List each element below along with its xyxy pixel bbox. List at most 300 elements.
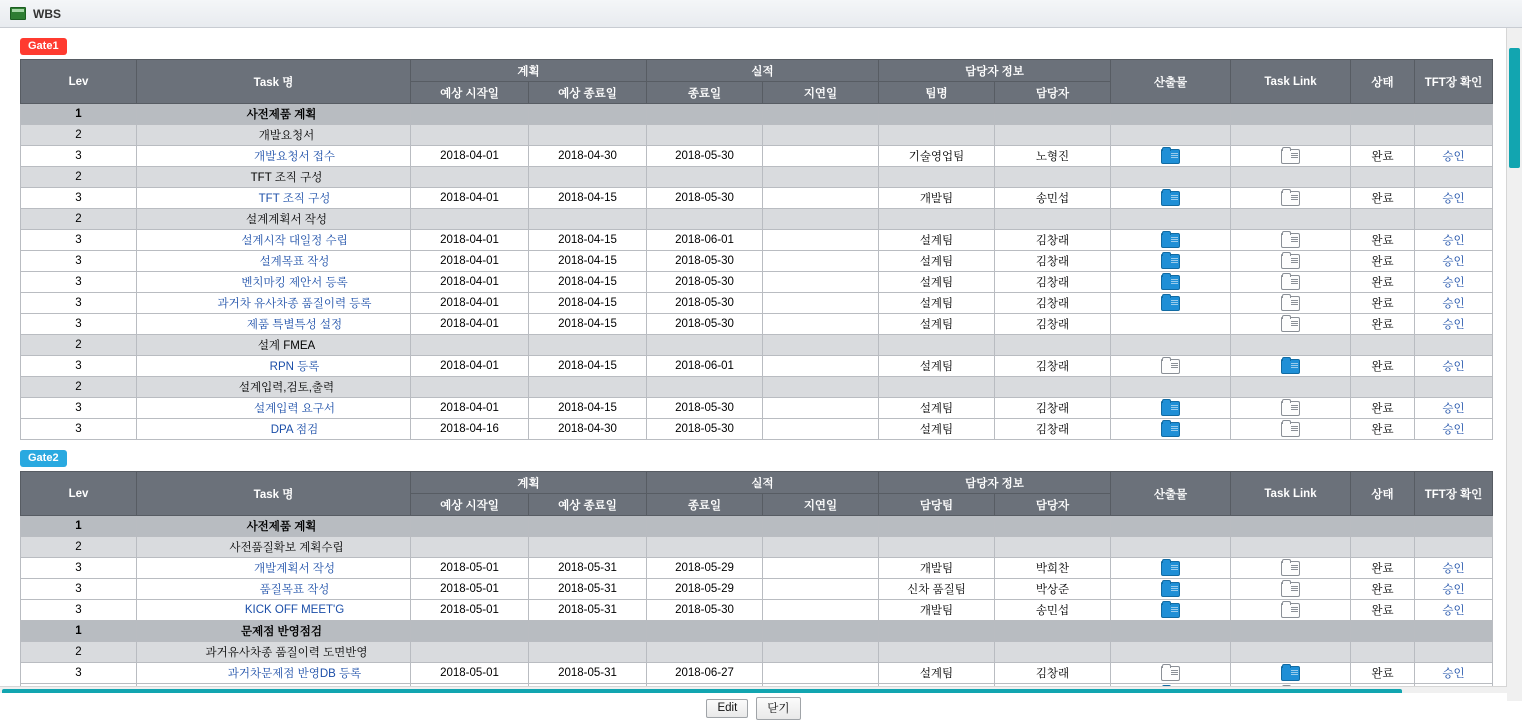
cell-plan-end: 2018-04-15 — [529, 293, 647, 314]
cell-task: 사전제품 계획 — [137, 104, 411, 125]
cell-status — [1351, 167, 1415, 188]
cell-plan-end: 2018-05-31 — [529, 600, 647, 621]
cell-task-link — [1231, 356, 1351, 377]
gate2-badge: Gate2 — [20, 450, 67, 467]
cell-plan-start — [411, 125, 529, 146]
cell-team — [879, 125, 995, 146]
col-lev: Lev — [21, 472, 137, 516]
cell-status — [1351, 642, 1415, 663]
cell-lev: 2 — [21, 537, 137, 558]
cell-plan-end — [529, 209, 647, 230]
cell-tft — [1415, 642, 1493, 663]
cell-lev: 3 — [21, 146, 137, 167]
task-link-folder-icon[interactable] — [1281, 666, 1300, 681]
output-folder-icon[interactable] — [1161, 191, 1180, 206]
task-link-folder-icon[interactable] — [1281, 149, 1300, 164]
cell-status — [1351, 209, 1415, 230]
cell-task — [137, 663, 411, 684]
task-link[interactable]: KICK OFF MEET'G — [244, 604, 345, 616]
output-folder-icon[interactable] — [1161, 422, 1180, 437]
table-row[interactable] — [21, 188, 1493, 209]
cell-actual-end — [647, 167, 763, 188]
table-row[interactable] — [21, 579, 1493, 600]
wbs-window-icon — [10, 7, 26, 20]
table-row[interactable] — [21, 146, 1493, 167]
cell-task: 사전제품 계획 — [137, 516, 411, 537]
cell-delay — [763, 146, 879, 167]
cell-plan-start: 2018-04-01 — [411, 398, 529, 419]
col-task: Task 명 — [137, 60, 411, 104]
cell-plan-start: 2018-04-16 — [411, 419, 529, 440]
task-link-folder-icon[interactable] — [1281, 254, 1300, 269]
table-row[interactable] — [21, 230, 1493, 251]
cell-actual-end: 2018-05-30 — [647, 251, 763, 272]
cell-team: 설계팀 — [879, 251, 995, 272]
cell-tft — [1415, 125, 1493, 146]
task-link-folder-icon[interactable] — [1281, 191, 1300, 206]
gate2-table-wrap — [0, 471, 1507, 701]
cell-lev: 3 — [21, 272, 137, 293]
cell-tft — [1415, 621, 1493, 642]
output-folder-icon[interactable] — [1161, 254, 1180, 269]
cell-delay — [763, 188, 879, 209]
cell-task-link — [1231, 188, 1351, 209]
tft-approve-link[interactable]: 승인 — [1442, 151, 1465, 163]
cell-delay — [763, 230, 879, 251]
cell-plan-start: 2018-04-01 — [411, 230, 529, 251]
cell-output — [1111, 642, 1231, 663]
tft-approve-link[interactable]: 승인 — [1442, 298, 1465, 310]
cell-delay — [763, 621, 879, 642]
cell-delay — [763, 398, 879, 419]
cell-task: 설계 FMEA — [137, 335, 411, 356]
cell-task — [137, 398, 411, 419]
task-link-folder-icon[interactable] — [1281, 233, 1300, 248]
table-row[interactable] — [21, 642, 1493, 663]
wbs-scroll-area[interactable] — [0, 28, 1507, 701]
task-link[interactable]: 설계목표 작성 — [259, 256, 330, 268]
task-link-folder-icon[interactable] — [1281, 275, 1300, 290]
cell-lev: 1 — [21, 621, 137, 642]
output-folder-icon[interactable] — [1161, 359, 1180, 374]
cell-task: 설계계획서 작성 — [137, 209, 411, 230]
cell-plan-start: 2018-04-01 — [411, 314, 529, 335]
cell-status: 완료 — [1351, 272, 1415, 293]
table-row[interactable] — [21, 293, 1493, 314]
window-titlebar — [0, 0, 1522, 28]
cell-team — [879, 621, 995, 642]
cell-lev: 3 — [21, 663, 137, 684]
task-link[interactable]: 설계입력 요구서 — [254, 403, 335, 415]
cell-task-link — [1231, 663, 1351, 684]
cell-output — [1111, 621, 1231, 642]
cell-team: 설계팀 — [879, 314, 995, 335]
task-link-folder-icon[interactable] — [1281, 296, 1300, 311]
cell-plan-start: 2018-05-01 — [411, 579, 529, 600]
cell-actual-end — [647, 335, 763, 356]
cell-tft — [1415, 398, 1493, 419]
cell-tft — [1415, 314, 1493, 335]
cell-actual-end — [647, 642, 763, 663]
output-folder-icon[interactable] — [1161, 666, 1180, 681]
cell-plan-end: 2018-04-15 — [529, 314, 647, 335]
task-link[interactable]: 벤치마킹 제안서 등록 — [241, 277, 348, 289]
col-team: 담당팀 — [879, 494, 995, 516]
task-link[interactable]: 개발계획서 작성 — [254, 563, 335, 575]
cell-plan-start: 2018-04-01 — [411, 293, 529, 314]
cell-status — [1351, 537, 1415, 558]
cell-task: 설계입력,검토,출력 — [137, 377, 411, 398]
task-link[interactable]: 과거차 유사차종 품질이력 등록 — [217, 298, 372, 310]
cell-status: 완료 — [1351, 230, 1415, 251]
cell-actual-end — [647, 537, 763, 558]
output-folder-icon[interactable] — [1161, 561, 1180, 576]
cell-output — [1111, 209, 1231, 230]
cell-team — [879, 167, 995, 188]
task-link-folder-icon[interactable] — [1281, 359, 1300, 374]
cell-tft — [1415, 537, 1493, 558]
cell-actual-end — [647, 621, 763, 642]
cell-tft — [1415, 356, 1493, 377]
cell-tft — [1415, 209, 1493, 230]
cell-delay — [763, 537, 879, 558]
output-folder-icon[interactable] — [1161, 603, 1180, 618]
cell-owner: 김창래 — [995, 251, 1111, 272]
col-task: Task 명 — [137, 472, 411, 516]
cell-output — [1111, 663, 1231, 684]
col-plan-start: 예상 시작일 — [411, 82, 529, 104]
cell-plan-start: 2018-04-01 — [411, 146, 529, 167]
task-link[interactable]: RPN 등록 — [269, 361, 320, 373]
table-row[interactable] — [21, 104, 1493, 125]
tft-approve-link[interactable]: 승인 — [1442, 193, 1465, 205]
table-row[interactable] — [21, 335, 1493, 356]
cell-task-link — [1231, 125, 1351, 146]
cell-output — [1111, 104, 1231, 125]
cell-task-link — [1231, 642, 1351, 663]
edit-button[interactable]: Edit — [706, 699, 748, 718]
task-link[interactable]: 품질목표 작성 — [259, 584, 330, 596]
cell-status: 완료 — [1351, 419, 1415, 440]
tft-approve-link[interactable]: 승인 — [1442, 584, 1465, 596]
gate1-table — [20, 59, 1493, 440]
cell-status — [1351, 516, 1415, 537]
cell-status: 완료 — [1351, 251, 1415, 272]
cell-team — [879, 537, 995, 558]
scroll-down-arrow-icon[interactable] — [1507, 686, 1522, 701]
col-task-link: Task Link — [1231, 60, 1351, 104]
cell-task-link — [1231, 104, 1351, 125]
cell-task: 문제점 반영점검 — [137, 621, 411, 642]
page-body — [0, 28, 1522, 723]
cell-output — [1111, 419, 1231, 440]
cell-plan-end — [529, 516, 647, 537]
tft-approve-link[interactable]: 승인 — [1442, 277, 1465, 289]
cell-output — [1111, 558, 1231, 579]
col-owner: 담당자 — [995, 82, 1111, 104]
cell-lev: 3 — [21, 230, 137, 251]
task-link-folder-icon[interactable] — [1281, 317, 1300, 332]
cell-plan-end — [529, 167, 647, 188]
cell-output — [1111, 537, 1231, 558]
cell-task-link — [1231, 314, 1351, 335]
cell-team: 개발팀 — [879, 558, 995, 579]
cell-owner — [995, 167, 1111, 188]
cell-lev: 3 — [21, 188, 137, 209]
gate2-table — [20, 471, 1493, 701]
cell-plan-start — [411, 377, 529, 398]
cell-owner: 송민섭 — [995, 600, 1111, 621]
cell-owner — [995, 377, 1111, 398]
task-link-folder-icon[interactable] — [1281, 561, 1300, 576]
cell-team: 신차 품질팀 — [879, 579, 995, 600]
table-row[interactable] — [21, 663, 1493, 684]
table-row[interactable] — [21, 537, 1493, 558]
cell-lev: 3 — [21, 293, 137, 314]
vertical-scrollbar[interactable] — [1506, 28, 1522, 701]
cell-delay — [763, 293, 879, 314]
col-lev: Lev — [21, 60, 137, 104]
output-folder-icon[interactable] — [1161, 233, 1180, 248]
cell-output — [1111, 335, 1231, 356]
cell-status: 완료 — [1351, 398, 1415, 419]
task-link-folder-icon[interactable] — [1281, 422, 1300, 437]
cell-task-link — [1231, 558, 1351, 579]
table-row[interactable] — [21, 398, 1493, 419]
cell-plan-end: 2018-05-31 — [529, 558, 647, 579]
scroll-up-arrow-icon[interactable] — [1507, 28, 1522, 43]
table-row[interactable] — [21, 356, 1493, 377]
output-folder-icon[interactable] — [1161, 296, 1180, 311]
cell-output — [1111, 356, 1231, 377]
cell-team: 설계팀 — [879, 356, 995, 377]
cell-team: 개발팀 — [879, 600, 995, 621]
cell-owner: 김창래 — [995, 663, 1111, 684]
cell-lev: 2 — [21, 642, 137, 663]
cell-tft — [1415, 663, 1493, 684]
table-row[interactable] — [21, 209, 1493, 230]
output-folder-icon[interactable] — [1161, 275, 1180, 290]
cell-actual-end: 2018-05-29 — [647, 579, 763, 600]
cell-lev: 2 — [21, 377, 137, 398]
cell-plan-end: 2018-04-15 — [529, 272, 647, 293]
cell-plan-end: 2018-04-15 — [529, 251, 647, 272]
cell-owner — [995, 125, 1111, 146]
col-actual-group: 실적 — [647, 60, 879, 82]
cell-task — [137, 230, 411, 251]
task-link[interactable]: 설계시작 대일정 수립 — [241, 235, 348, 247]
table-row[interactable] — [21, 167, 1493, 188]
cell-team — [879, 377, 995, 398]
cell-output — [1111, 125, 1231, 146]
cell-task-link — [1231, 272, 1351, 293]
cell-delay — [763, 419, 879, 440]
cell-lev: 3 — [21, 398, 137, 419]
header-row-top — [21, 60, 1493, 82]
col-plan-end: 예상 종료일 — [529, 82, 647, 104]
cell-task-link — [1231, 398, 1351, 419]
cell-output — [1111, 398, 1231, 419]
table-row[interactable] — [21, 251, 1493, 272]
cell-tft — [1415, 230, 1493, 251]
cell-owner: 김창래 — [995, 272, 1111, 293]
col-delay: 지연일 — [763, 494, 879, 516]
col-owner-group: 담당자 정보 — [879, 472, 1111, 494]
cell-owner: 박희찬 — [995, 558, 1111, 579]
cell-actual-end: 2018-06-27 — [647, 663, 763, 684]
col-actual-end: 종료일 — [647, 82, 763, 104]
task-link[interactable]: 과거차문제점 반영DB 등록 — [227, 668, 362, 680]
col-tft: TFT장 확인 — [1415, 472, 1493, 516]
cell-plan-start: 2018-05-01 — [411, 663, 529, 684]
table-row[interactable] — [21, 558, 1493, 579]
tft-approve-link[interactable]: 승인 — [1442, 668, 1465, 680]
cell-lev: 1 — [21, 516, 137, 537]
cell-delay — [763, 104, 879, 125]
tft-approve-link[interactable]: 승인 — [1442, 319, 1465, 331]
task-link[interactable]: TFT 조직 구성 — [258, 193, 331, 205]
tft-approve-link[interactable]: 승인 — [1442, 403, 1465, 415]
task-link-folder-icon[interactable] — [1281, 401, 1300, 416]
gate1-table-body — [21, 104, 1493, 440]
cell-plan-start: 2018-05-01 — [411, 600, 529, 621]
col-status: 상태 — [1351, 60, 1415, 104]
table-row[interactable] — [21, 516, 1493, 537]
output-folder-icon[interactable] — [1161, 582, 1180, 597]
cell-output — [1111, 272, 1231, 293]
cell-owner — [995, 335, 1111, 356]
tft-approve-link[interactable]: 승인 — [1442, 563, 1465, 575]
tft-approve-link[interactable]: 승인 — [1442, 361, 1465, 373]
cell-team — [879, 209, 995, 230]
output-folder-icon[interactable] — [1161, 149, 1180, 164]
col-plan-group: 계획 — [411, 472, 647, 494]
cell-tft — [1415, 272, 1493, 293]
cell-owner — [995, 104, 1111, 125]
cell-owner: 김창래 — [995, 314, 1111, 335]
cell-actual-end: 2018-05-30 — [647, 314, 763, 335]
cell-delay — [763, 209, 879, 230]
cell-plan-start — [411, 104, 529, 125]
cell-tft — [1415, 558, 1493, 579]
cell-task: 사전품질확보 계획수립 — [137, 537, 411, 558]
output-folder-icon[interactable] — [1161, 401, 1180, 416]
cell-delay — [763, 558, 879, 579]
cell-owner: 김창래 — [995, 419, 1111, 440]
table-row[interactable] — [21, 125, 1493, 146]
tft-approve-link[interactable]: 승인 — [1442, 256, 1465, 268]
cell-output — [1111, 516, 1231, 537]
cell-plan-start: 2018-04-01 — [411, 188, 529, 209]
cell-owner — [995, 516, 1111, 537]
col-team: 팀명 — [879, 82, 995, 104]
col-actual-end: 종료일 — [647, 494, 763, 516]
cell-lev: 3 — [21, 600, 137, 621]
cell-task-link — [1231, 600, 1351, 621]
cell-output — [1111, 377, 1231, 398]
tft-approve-link[interactable]: 승인 — [1442, 605, 1465, 617]
table-row[interactable] — [21, 621, 1493, 642]
task-link-folder-icon[interactable] — [1281, 582, 1300, 597]
col-task-link: Task Link — [1231, 472, 1351, 516]
cell-tft — [1415, 600, 1493, 621]
cell-plan-end — [529, 642, 647, 663]
cell-actual-end: 2018-05-30 — [647, 146, 763, 167]
cell-lev: 1 — [21, 104, 137, 125]
vertical-scroll-thumb[interactable] — [1509, 48, 1520, 168]
task-link[interactable]: 제품 특별특성 설정 — [246, 319, 343, 331]
col-status: 상태 — [1351, 472, 1415, 516]
task-link[interactable]: DPA 점검 — [270, 424, 319, 436]
cell-lev: 2 — [21, 209, 137, 230]
cell-status: 완료 — [1351, 579, 1415, 600]
tft-approve-link[interactable]: 승인 — [1442, 235, 1465, 247]
cell-plan-end — [529, 125, 647, 146]
cell-delay — [763, 663, 879, 684]
cell-lev: 3 — [21, 419, 137, 440]
cell-task — [137, 293, 411, 314]
table-row[interactable] — [21, 377, 1493, 398]
cell-owner: 박상준 — [995, 579, 1111, 600]
cell-output — [1111, 230, 1231, 251]
cell-output — [1111, 251, 1231, 272]
cell-lev: 3 — [21, 251, 137, 272]
cell-status: 완료 — [1351, 188, 1415, 209]
cell-task — [137, 251, 411, 272]
cell-status: 완료 — [1351, 663, 1415, 684]
cell-owner — [995, 209, 1111, 230]
cell-lev: 3 — [21, 558, 137, 579]
cell-plan-end: 2018-04-15 — [529, 356, 647, 377]
cell-output — [1111, 146, 1231, 167]
task-link[interactable]: 개발요청서 접수 — [254, 151, 335, 163]
cell-lev: 2 — [21, 167, 137, 188]
cell-actual-end: 2018-05-30 — [647, 398, 763, 419]
cell-task-link — [1231, 621, 1351, 642]
cell-actual-end: 2018-05-30 — [647, 272, 763, 293]
col-plan-start: 예상 시작일 — [411, 494, 529, 516]
cell-lev: 3 — [21, 579, 137, 600]
cell-plan-start — [411, 516, 529, 537]
cell-output — [1111, 314, 1231, 335]
task-link-folder-icon[interactable] — [1281, 603, 1300, 618]
cell-status — [1351, 125, 1415, 146]
col-actual-group: 실적 — [647, 472, 879, 494]
cell-plan-end: 2018-04-30 — [529, 419, 647, 440]
cell-task-link — [1231, 419, 1351, 440]
table-row[interactable] — [21, 314, 1493, 335]
table-row[interactable] — [21, 600, 1493, 621]
cell-plan-start — [411, 621, 529, 642]
table-row[interactable] — [21, 419, 1493, 440]
cell-task-link — [1231, 146, 1351, 167]
cell-actual-end — [647, 125, 763, 146]
cell-actual-end — [647, 209, 763, 230]
col-plan-group: 계획 — [411, 60, 647, 82]
cell-plan-start — [411, 537, 529, 558]
close-button[interactable]: 닫기 — [756, 697, 800, 720]
cell-tft — [1415, 251, 1493, 272]
cell-delay — [763, 125, 879, 146]
cell-task-link — [1231, 537, 1351, 558]
cell-owner: 김창래 — [995, 230, 1111, 251]
cell-tft — [1415, 516, 1493, 537]
cell-task-link — [1231, 377, 1351, 398]
cell-task — [137, 272, 411, 293]
tft-approve-link[interactable]: 승인 — [1442, 424, 1465, 436]
table-row[interactable] — [21, 272, 1493, 293]
cell-team: 설계팀 — [879, 419, 995, 440]
